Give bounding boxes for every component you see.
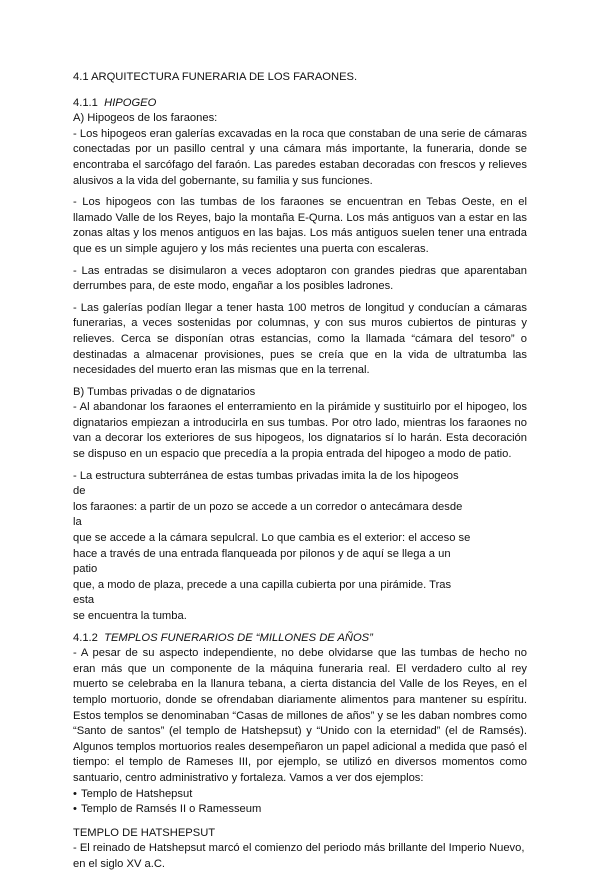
paragraph: - Las entradas se disimularon a veces adoptaron con grandes piedras que aparentaban derrumbes para, de este modo, engañar a los posibles ladrones. — [73, 264, 527, 293]
group-a-heading: A) Hipogeos de los faraones: — [73, 112, 218, 125]
subsection-title: TEMPLOS FUNERARIOS DE “MILLONES DE AÑOS” — [104, 631, 373, 644]
text-line: los faraones: a partir de un pozo se accede a un corredor o antecámara desde la — [73, 500, 463, 529]
subsection-number: 4.1.1 — [73, 96, 98, 109]
text-line: hace a través de una entrada flanqueada por pilonos y de aquí se llega a un patio — [73, 547, 451, 576]
subsection-number: 4.1.2 — [73, 631, 98, 644]
paragraph: - Al abandonar los faraones el enterramiento en la pirámide y sustituirlo por el hipogeo, los dignatarios empiezan a introducirla en sus tumbas. Por otro lado, mientras los faraones no van a decorar los exteriores de sus hipogeos, los dignatarios sí lo harán. Esta decoración se dispuso en un espacio que precedía a la propia entrada del hipogeo a modo de patio. — [73, 401, 527, 461]
subsection-title: HIPOGEO — [104, 96, 157, 109]
section-heading — [73, 70, 527, 86]
paragraph-narrow — [73, 469, 473, 625]
text-line: que, a modo de plaza, precede a una capilla cubierta por una pirámide. Tras esta — [73, 578, 452, 607]
subsection-heading-hipogeo — [73, 96, 527, 112]
paragraph: - El reinado de Hatshepsut marcó el comienzo del periodo más brillante del Imperio Nuevo, en el siglo XV a.C. — [73, 842, 525, 870]
paragraph: - Las galerías podían llegar a tener hasta 100 metros de longitud y conducían a cámaras funerarias, a veces sostenidas por columnas, y con sus muros cubiertos de pinturas y relieves. Cerca se disponían otras estancias, como la llamada “cámara del tesoro” o destinadas a almacenar provisiones, pues se creía que en la vida de ultratumba las necesidades del muerto eran las mismas que en la terrenal. — [73, 301, 527, 377]
list-item-text: Templo de Ramsés II o Ramesseum — [81, 803, 262, 816]
bullet-list — [73, 787, 527, 818]
text-line: se encuentra la tumba. — [73, 610, 187, 622]
paragraph: - Los hipogeos con las tumbas de los faraones se encuentran en Tebas Oeste, en el llamado Valle de los Reyes, bajo la montaña E-Qurna. Los más antiguos van a estar en las zonas altas y los menos antiguos en las bajas. Los más antiguos suelen tener una entrada que es un simple agujero y los más recientes una puerta con escaleras. — [73, 196, 527, 255]
section-title: ARQUITECTURA FUNERARIA DE LOS FARAONES. — [91, 71, 358, 83]
paragraph: - A pesar de su aspecto independiente, no debe olvidarse que las tumbas de hecho no eran más que un componente de la máquina funeraria real. El verdadero culto al rey muerto se celebraba en la llanura tebana, a cierta distancia del Valle de los Reyes, en el templo mortuorio, donde se ofrendaban diariamente alimentos para mantener su espíritu. Estos templos se denominaban “Casas de millones de años” y se les daban nombres como “Santo de santos” (el templo de Hatshepsut) y “Unido con la eternidad” (el de Ramsés). Algunos templos mortuorios reales desempeñaron un papel adicional a medida que pasó el tiempo: el templo de Rameses III, por ejemplo, se utilizó en diversos momentos como santuario, centro administrativo y fortaleza. Vamos a ver dos ejemplos: — [73, 647, 527, 784]
list-item-text: Templo de Hatshepsut — [81, 787, 193, 800]
text-line: que se accede a la cámara sepulcral. Lo que cambia es el exterior: el acceso se — [73, 532, 471, 545]
bullet-icon: • — [73, 787, 77, 800]
subsection-heading-templos — [73, 631, 527, 647]
text-line: - La estructura subterránea de estas tumbas privadas imita la de los hipogeos de — [73, 469, 459, 498]
section-number: 4.1 — [73, 71, 89, 83]
list-item — [73, 787, 527, 803]
group-b-heading: B) Tumbas privadas o de dignatarios — [73, 385, 256, 398]
list-item — [73, 802, 527, 818]
paragraph: - Los hipogeos eran galerías excavadas en la roca que constaban de una serie de cámaras conectadas por un pasillo central y una cámara más importante, la funeraria, donde se encontraba el sarcófago del faraón. Las paredes estaban decoradas con frescos y relieves alusivos a la vida del gobernante, su familia y sus funciones. — [73, 127, 527, 187]
hatshepsut-heading: TEMPLO DE HATSHEPSUT — [73, 826, 216, 839]
bullet-icon: • — [73, 803, 77, 816]
